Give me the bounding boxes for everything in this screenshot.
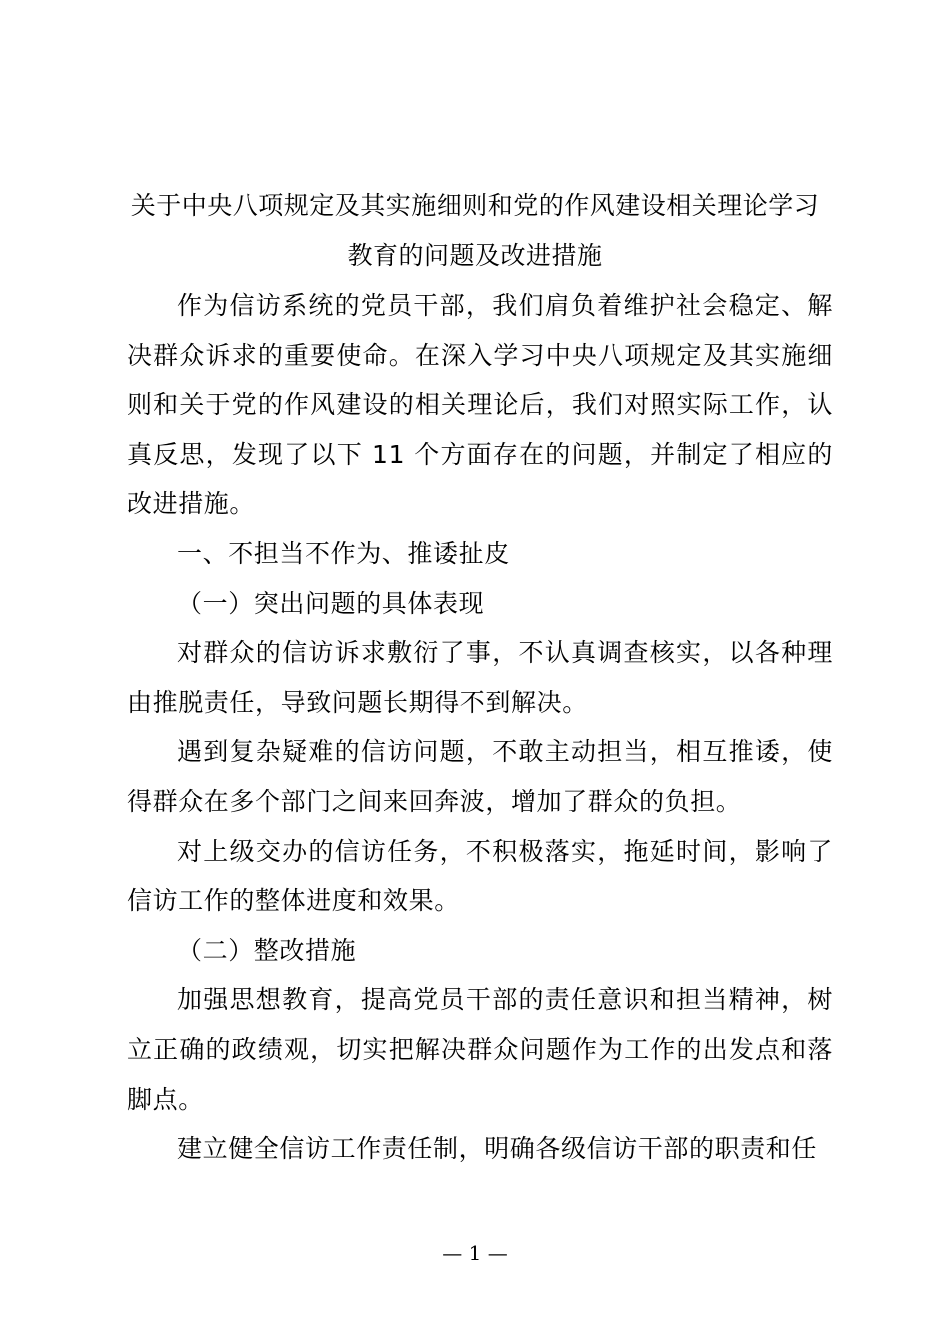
title-line-2: 教育的问题及改进措施: [347, 241, 603, 270]
paragraph-problem-3: 对上级交办的信访任务，不积极落实，拖延时间，影响了信访工作的整体进度和效果。: [127, 836, 833, 916]
paragraph-problem-2: 遇到复杂疑难的信访问题，不敢主动担当，相互推诿，使得群众在多个部门之间来回奔波，增加了群众的负担。: [127, 737, 833, 816]
subsection-heading-2: （二）整改措施: [177, 935, 357, 965]
subsection-heading-1: （一）突出问题的具体表现: [177, 588, 485, 618]
page-number: — 1 —: [442, 1241, 508, 1265]
paragraph-measure-2: 建立健全信访工作责任制，明确各级信访干部的职责和任: [177, 1134, 818, 1164]
paragraph-problem-1: 对群众的信访诉求敷衍了事，不认真调查核实，以各种理由推脱责任，导致问题长期得不到解决。: [127, 638, 833, 717]
title-line-1: 关于中央八项规定及其实施细则和党的作风建设相关理论学习: [130, 191, 820, 220]
paragraph-intro: 作为信访系统的党员干部，我们肩负着维护社会稳定、解决群众诉求的重要使命。在深入学习中央八项规定及其实施细则和关于党的作风建设的相关理论后，我们对照实际工作，认真反思，发现了以下 11 个方面存在的问题，并制定了相应的改进措施。: [127, 291, 833, 519]
document-body: [127, 281, 833, 1174]
section-heading-1: 一、不担当不作为、推诿扯皮: [177, 538, 510, 568]
paragraph-measure-1: 加强思想教育，提高党员干部的责任意识和担当精神，树立正确的政绩观，切实把解决群众问题作为工作的出发点和落脚点。: [127, 985, 833, 1114]
document-title: [120, 181, 830, 281]
